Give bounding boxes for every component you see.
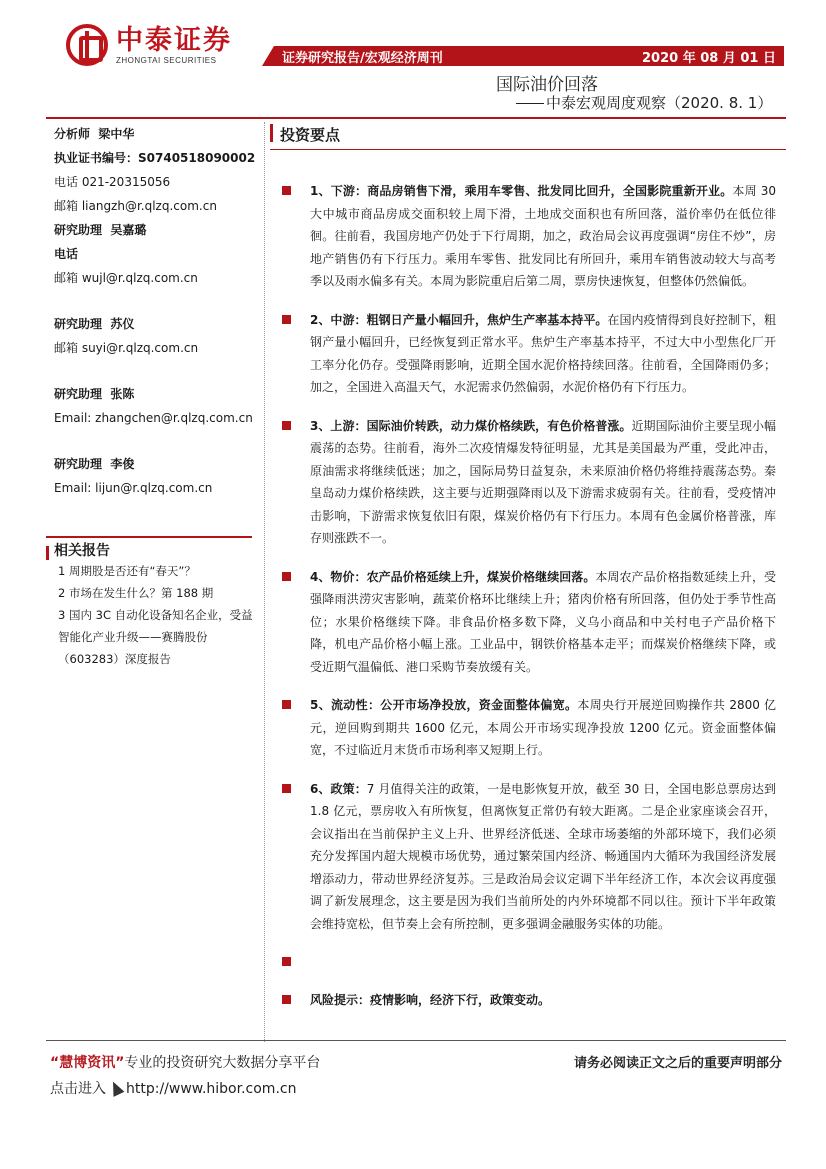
key-point-4 (278, 566, 776, 679)
footer-link[interactable]: http://www.hibor.com.cn (126, 1081, 297, 1097)
key-point-heading: 3、上游：国际油价转跌，动力煤价格续跌，有色价格普涨。 (310, 418, 632, 433)
risk-warning (278, 989, 776, 1012)
footer-link-line (50, 1078, 296, 1098)
key-point-5 (278, 694, 776, 762)
key-point-text: 近期国际油价主要呈现小幅震荡的态势。往前看，海外二次疫情爆发特征明显，尤其是美国最为严重，受此冲击，原油需求将继续低迷；加之，国际局势日益复杂，未来原油价格仍将维持震荡态势。秦皇岛动力煤价格续跌，这主要与近期强降雨以及下游需求疲弱有关。往前看，受疫情冲击影响，下游需求恢复依旧有限，煤炭价格仍有下行压力。本周有色金属价格普涨，库存则涨跌不一。 (310, 418, 776, 545)
bullet-icon (282, 784, 291, 793)
analyst-1 (54, 122, 254, 146)
related-report-item[interactable]: 1 周期股是否还有“春天”？ (58, 564, 196, 578)
key-point-heading: 4、物价：农产品价格延续上升，煤炭价格继续回落。 (310, 569, 596, 584)
header-bar (262, 46, 784, 66)
key-point-heading: 1、下游：商品房销售下滑，乘用车零售、批发同比回升，全国影院重新开业。 (310, 184, 733, 198)
key-point-text: 本周 30 大中城市商品房成交面积较上周下滑，土地成交面积也有所回落，溢价率仍在低位徘徊。往前看，我国房地产仍处于下行周期，加之，政治局会议再度强调“房住不炒”，房地产销售仍有下行压力。乘用车零售、批发同比有所回升，乘用车销售波动较大与高考季以及雨水偏多有关。本周为影院重启后第二周，票房快速恢复，但整体仍然偏低。 (310, 184, 776, 288)
analyst-phone: 电话 021-20315056 (54, 175, 171, 189)
empty-bullet (278, 951, 776, 973)
logo-name-en: ZHONGTAI SECURITIES (116, 55, 217, 65)
assistant-role: 研究助理 (54, 457, 103, 471)
key-point-6 (278, 778, 776, 936)
bullet-icon (282, 572, 291, 581)
key-point-text: 在国内疫情得到良好控制下，粗钢产量小幅回升，已经恢复到正常水平。焦炉生产率基本持平，不过大中小型焦化厂开工率分化仍存。受强降雨影响，近期全国水泥价格持续回落。往前看，全国降雨仍多；加之，全国进入高温天气，水泥需求仍然偏弱，水泥价格仍有下行压力。 (310, 312, 776, 394)
logo-icon (66, 24, 108, 66)
report-subtitle (516, 92, 772, 113)
logo-name-cn: 中泰证券 (116, 24, 232, 56)
assistant-role: 研究助理 (54, 223, 103, 237)
company-logo (66, 24, 232, 66)
assistant-email[interactable]: Email: lijun@r.qlzq.com.cn (54, 481, 213, 495)
key-points-title: 投资要点 (280, 126, 341, 144)
key-point-2 (278, 309, 776, 399)
assistant-email[interactable]: Email: zhangchen@r.qlzq.com.cn (54, 411, 253, 425)
key-point-heading: 6、政策： (310, 781, 367, 796)
footer-link-label: 点击进入 (50, 1081, 106, 1097)
key-point-3 (278, 415, 776, 550)
key-point-heading: 5、流动性：公开市场净投放，资金面整体偏宽。 (310, 698, 578, 712)
assistant-role: 研究助理 (54, 317, 103, 331)
assistant-5 (54, 452, 254, 476)
bullet-icon (282, 315, 291, 324)
analyst-email[interactable]: 邮箱 liangzh@r.qlzq.com.cn (54, 199, 217, 213)
bullet-icon (282, 995, 291, 1004)
assistant-3 (54, 312, 254, 336)
analyst-role: 分析师 (54, 127, 91, 141)
key-point-text: 本周农产品价格指数延续上升，受强降雨洪涝灾害影响，蔬菜价格环比继续上升；猪肉价格有所回落，但仍处于季节性高位；水果价格继续下降。非食品价格多数下降，义乌小商品和中关村电子产品价格下降，机电产品价格小幅上涨。工业品中，钢铁价格基本走平；而煤炭价格继续下降，或受近期气温偏低、港口采购节奏放缓有关。 (310, 569, 776, 674)
risk-warning-text: 风险提示：疫情影响，经济下行，政策变动。 (310, 993, 551, 1007)
bullet-icon (282, 957, 291, 966)
report-subtitle-text: 中泰宏观周度观察（2020. 8. 1） (546, 94, 773, 112)
related-reports-heading (46, 536, 252, 560)
analyst-cert: 执业证书编号：S0740518090002 (54, 151, 256, 165)
related-reports-title: 相关报告 (54, 543, 110, 559)
column-divider (264, 122, 265, 1042)
assistant-phone: 电话 (54, 247, 79, 261)
subtitle-dash (516, 103, 544, 104)
assistant-email[interactable]: 邮箱 wujl@r.qlzq.com.cn (54, 271, 198, 285)
assistant-name: 张陈 (110, 387, 135, 401)
bullet-icon (282, 186, 291, 195)
assistant-name: 吴嘉璐 (110, 223, 147, 237)
key-point-heading: 2、中游：粗钢日产量小幅回升，焦炉生产率基本持平。 (310, 312, 608, 327)
assistant-2 (54, 218, 254, 242)
key-points-heading (270, 118, 786, 150)
assistant-email[interactable]: 邮箱 suyi@r.qlzq.com.cn (54, 341, 199, 355)
key-point-1 (278, 180, 776, 293)
bullet-icon (282, 700, 291, 709)
assistant-4 (54, 382, 254, 406)
footer-rule (46, 1040, 786, 1041)
report-category: 证券研究报告/宏观经济周刊 (282, 50, 443, 66)
report-date: 2020 年 08 月 01 日 (642, 50, 776, 66)
report-title: 国际油价回落 (496, 75, 598, 95)
analyst-panel (54, 122, 254, 500)
related-report-item[interactable]: 3 国内 3C 自动化设备知名企业，受益智能化产业升级——赛腾股份（603283）深度报告 (58, 608, 253, 666)
assistant-name: 李俊 (110, 457, 135, 471)
footer-disclaimer: 请务必阅读正文之后的重要声明部分 (573, 1056, 782, 1071)
assistant-role: 研究助理 (54, 387, 103, 401)
related-reports-list (58, 560, 258, 670)
key-point-text: 本周央行开展逆回购操作共 2800 亿元，逆回购到期共 1600 亿元，本周公开市场实现净投放 1200 亿元。资金面整体偏宽，不过临近月末货币市场利率又短期上行。 (310, 698, 777, 757)
footer-promo (50, 1052, 320, 1072)
related-report-item[interactable]: 2 市场在发生什么？第 188 期 (58, 586, 214, 600)
key-point-text: 7 月值得关注的政策，一是电影恢复开放，截至 30 日，全国电影总票房达到 1.8 亿元，票房收入有所恢复，但离恢复正常仍有较大距离。二是企业家座谈会召开，会议指出在当前保护主义上升、世界经济低迷、全球市场萎缩的外部环境下，我们必须充分发挥国内超大规模市场优势，通过繁荣国内经济、畅通国内大循环为我国经济发展增添动力，带动世界经济复苏。三是政治局会议定调下半年经济工作，本次会议再度强调了新发展理念，这主要是因为我们当前所处的内外环境都不同以往。预计下半年政策会维持宽松，但节奏上会有所控制，更多强调金融服务实体的功能。 (310, 781, 776, 931)
analyst-name: 梁中华 (98, 127, 135, 141)
bullet-icon (282, 421, 291, 430)
cursor-icon (108, 1079, 125, 1097)
footer-slogan: 专业的投资研究大数据分享平台 (124, 1055, 321, 1071)
key-points-body (278, 180, 776, 1028)
assistant-name: 苏仪 (110, 317, 135, 331)
footer-brand: “慧博资讯” (50, 1055, 125, 1071)
